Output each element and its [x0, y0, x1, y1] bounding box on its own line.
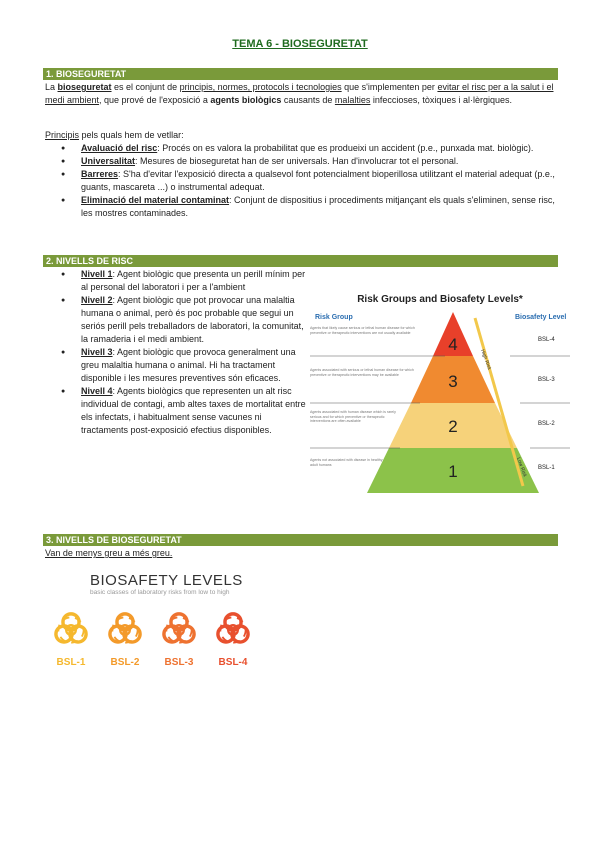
bsl-label: BSL-3 [538, 377, 555, 383]
intro-paragraph: La bioseguretat es el conjunt de principis, normes, protocols i tecnologies que s'implementen per evitar el risc per a la salut i el medi ambient, que prové de l'exposició a agents biològics causants de malalties infeccioses, tòxiques i al·lèrgiques. [45, 82, 554, 105]
list-item: ● Eliminació del material contaminat: Conjunt de dispositius i procediments mitjançant els quals s'eliminen, sense risc, les mostres contaminades. [45, 194, 555, 220]
biohazard-icon [102, 607, 148, 653]
biosafety-level-header: Biosafety Level [515, 314, 567, 321]
bsl-label: BSL-2 [538, 421, 555, 427]
section3-lead: Van de menys greu a més greu. [45, 548, 173, 558]
list-item: ● Barreres: S'ha d'evitar l'exposició directa a qualsevol font potencialment bioperillosa utilitzant el material adequat (p.e., guants, mascareta ...) o instrumental adequat. [45, 168, 555, 194]
level-number: 4 [448, 335, 458, 354]
page-title: TEMA 6 - BIOSEGURETAT [232, 38, 368, 50]
bsl-badge-label: BSL-4 [218, 657, 248, 668]
risk-groups-figure [305, 288, 575, 498]
bsl-badge-label: BSL-2 [110, 657, 140, 668]
level-1-desc: Agents not associated with disease in healthy adult humans [310, 458, 383, 467]
level-number: 1 [448, 462, 458, 481]
level-3-desc: Agents associated with serious or lethal human disease for which preventive or therapeutic interventions may be available [310, 368, 414, 377]
biosafety-levels-title: BIOSAFETY LEVELS [90, 572, 243, 589]
level-number: 2 [448, 417, 458, 436]
bsl-badge-label: BSL-1 [56, 657, 86, 668]
principles-list [45, 142, 555, 220]
section-heading-1: 1. BIOSEGURETAT [43, 68, 558, 80]
section-heading-2: 2. NIVELLS DE RISC [43, 255, 558, 267]
figure-title: Risk Groups and Biosafety Levels* [357, 294, 523, 305]
list-item: ● Nivell 2: Agent biològic que pot provocar una malaltia humana o animal, però és poc probable que segui un seriós perill pels treballadors de laboratori, la comunitat, la ramaderia i el medi ambient. [45, 294, 307, 346]
section-heading-3: 3. NIVELLS DE BIOSEGURETAT [43, 534, 558, 546]
list-item: ● Avaluació del risc: Procés on es valora la probabilitat que es produeixi un accident (p.e., punxada mat. biològic). [45, 142, 555, 155]
list-item: ● Nivell 4: Agents biològics que representen un alt risc individual de contagi, amb altes taxes de mortalitat entre els infectats, i habitualment sense vacunes ni tractaments post-exposició efectius disponibles. [45, 385, 307, 437]
biohazard-icon [210, 607, 256, 653]
risk-group-header: Risk Group [315, 314, 353, 321]
level-2-desc: Agents associated with human disease which is rarely serious and for which preventive or therapeutic interventions are often available [310, 410, 396, 424]
principles-lead: Principis pels quals hem de vetllar: [45, 130, 184, 140]
list-item: ● Nivell 1: Agent biològic que presenta un perill mínim per al personal del laboratori i per a l'ambient [45, 268, 307, 294]
list-item: ● Nivell 3: Agent biològic que provoca generalment una greu malaltia humana o animal. Hi ha tractament disponible i les mesures preventives són eficaces. [45, 346, 307, 385]
level-number: 3 [448, 372, 458, 391]
low-risk-label: Low Risk [515, 456, 528, 478]
bsl-label: BSL-1 [538, 465, 555, 471]
list-item: ● Universalitat: Mesures de bioseguretat han de ser universals. Han d'involucrar tot el personal. [45, 155, 555, 168]
high-risk-label: High Risk [479, 348, 493, 371]
bsl-label: BSL-4 [538, 337, 555, 343]
risk-levels-list [45, 268, 307, 437]
level-4-desc: Agents that likely cause serious or lethal human disease for which preventive or therapeutic interventions are not usually available [310, 326, 415, 335]
biohazard-icon [48, 607, 94, 653]
biohazard-icon [156, 607, 202, 653]
bsl-badge-label: BSL-3 [164, 657, 194, 668]
biosafety-levels-subtitle: basic classes of laboratory risks from low to high [90, 589, 230, 596]
